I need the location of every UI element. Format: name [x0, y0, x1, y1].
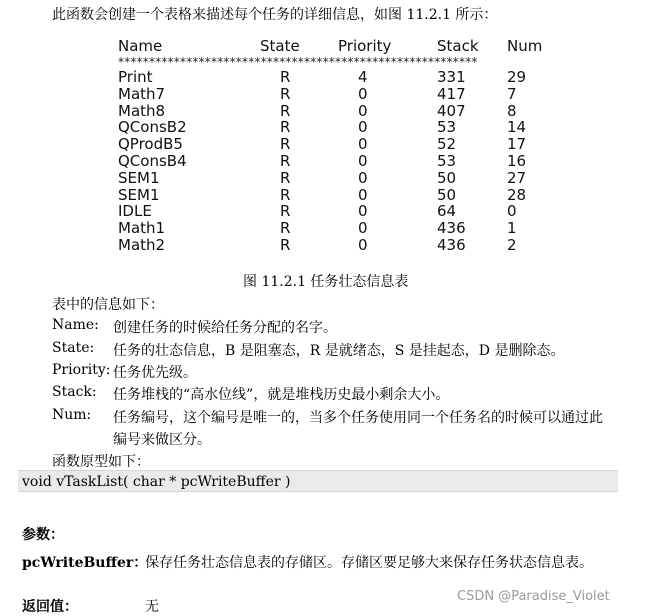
cell-priority: 0 [358, 219, 368, 238]
cell-num: 28 [507, 185, 527, 204]
cell-stack: 50 [437, 168, 457, 187]
header-num: Num [507, 37, 543, 55]
table-row [118, 153, 548, 170]
table-row [118, 187, 548, 204]
cell-priority: 0 [358, 101, 368, 120]
cell-stack: 436 [437, 235, 466, 254]
cell-state: R [280, 235, 291, 254]
table-row [118, 136, 548, 153]
cell-state: R [280, 168, 291, 187]
figure-caption: 图 11.2.1 任务壮态信息表 [243, 274, 409, 290]
cell-name: QConsB2 [118, 118, 187, 137]
cell-name: SEM1 [118, 168, 160, 187]
cell-stack: 331 [437, 68, 466, 86]
cell-priority: 0 [358, 151, 368, 170]
cell-state: R [280, 202, 291, 221]
cell-name: Math8 [118, 101, 166, 120]
cell-num: 17 [507, 135, 527, 154]
cell-priority: 0 [358, 235, 368, 254]
def-stack-term: Stack: [52, 384, 97, 400]
table-row [118, 69, 548, 86]
param-name: pcWriteBuffer： [22, 555, 148, 571]
cell-stack: 417 [437, 84, 466, 103]
table-row [118, 220, 548, 237]
cell-state: R [280, 84, 291, 103]
def-state-term: State: [52, 340, 95, 356]
cell-name: QProdB5 [118, 135, 183, 154]
cell-name: Math2 [118, 235, 166, 254]
cell-name: Math7 [118, 84, 166, 103]
cell-stack: 50 [437, 185, 457, 204]
param-desc: 保存任务壮态信息表的存储区。存储区要足够大来保存任务状态信息表。 [145, 555, 593, 571]
cell-stack: 52 [437, 135, 457, 154]
return-heading: 返回值： [22, 599, 78, 615]
table-body [118, 69, 548, 254]
cell-state: R [280, 151, 291, 170]
cell-state: R [280, 118, 291, 137]
csdn-watermark: CSDN @Paradise_Violet [457, 589, 610, 604]
info-heading: 表中的信息如下： [52, 297, 164, 313]
cell-priority: 0 [358, 202, 368, 221]
def-priority-desc: 任务优先级。 [113, 365, 197, 381]
cell-priority: 4 [358, 68, 368, 86]
cell-name: Print [118, 68, 153, 86]
cell-name: IDLE [118, 202, 152, 221]
def-name-term: Name: [52, 317, 99, 333]
cell-num: 1 [507, 219, 517, 238]
cell-state: R [280, 219, 291, 238]
cell-name: Math1 [118, 219, 166, 238]
def-stack-desc: 任务堆栈的“高水位线”，就是堆栈历史最小剩余大小。 [113, 387, 450, 403]
header-state: State [260, 37, 300, 55]
def-num-desc-cont: 编号来做区分。 [113, 432, 211, 448]
return-value: 无 [145, 599, 159, 615]
cell-num: 2 [507, 235, 517, 254]
cell-num: 29 [507, 68, 527, 86]
cell-stack: 436 [437, 219, 466, 238]
cell-stack: 407 [437, 101, 466, 120]
table-row [118, 203, 548, 220]
cell-stack: 53 [437, 118, 457, 137]
def-num-desc: 任务编号，这个编号是唯一的，当多个任务使用同一个任务名的时候可以通过此 [113, 410, 603, 426]
header-name: Name [118, 37, 163, 55]
cell-priority: 0 [358, 84, 368, 103]
table-row [118, 170, 548, 187]
cell-priority: 0 [358, 185, 368, 204]
def-priority-term: Priority: [52, 362, 111, 378]
cell-name: SEM1 [118, 185, 160, 204]
cell-priority: 0 [358, 168, 368, 187]
cell-num: 14 [507, 118, 527, 137]
def-num-term: Num: [52, 407, 92, 423]
proto-heading: 函数原型如下： [52, 454, 150, 470]
cell-num: 7 [507, 84, 517, 103]
table-separator: ********************************************************** [118, 55, 478, 69]
def-name-desc: 创建任务的时候给任务分配的名字。 [113, 320, 337, 336]
cell-name: QConsB4 [118, 151, 187, 170]
cell-num: 8 [507, 101, 517, 120]
params-heading: 参数： [22, 527, 64, 543]
cell-num: 16 [507, 151, 527, 170]
def-state-desc: 任务的壮态信息，B 是阻塞态，R 是就绪态，S 是挂起态，D 是删除态。 [113, 343, 565, 359]
cell-priority: 0 [358, 135, 368, 154]
cell-state: R [280, 68, 291, 86]
header-priority: Priority [338, 37, 392, 55]
intro-text: 此函数会创建一个表格来描述每个任务的详细信息，如图 11.2.1 所示： [52, 7, 498, 23]
table-row [118, 86, 548, 103]
header-stack: Stack [437, 37, 479, 55]
cell-stack: 64 [437, 202, 457, 221]
cell-stack: 53 [437, 151, 457, 170]
cell-priority: 0 [358, 118, 368, 137]
table-row [118, 237, 548, 254]
cell-num: 0 [507, 202, 517, 221]
cell-state: R [280, 101, 291, 120]
cell-state: R [280, 135, 291, 154]
table-row [118, 119, 548, 136]
cell-state: R [280, 185, 291, 204]
cell-num: 27 [507, 168, 527, 187]
table-row [118, 103, 548, 120]
function-prototype: void vTaskList( char * pcWriteBuffer ) [18, 470, 618, 492]
